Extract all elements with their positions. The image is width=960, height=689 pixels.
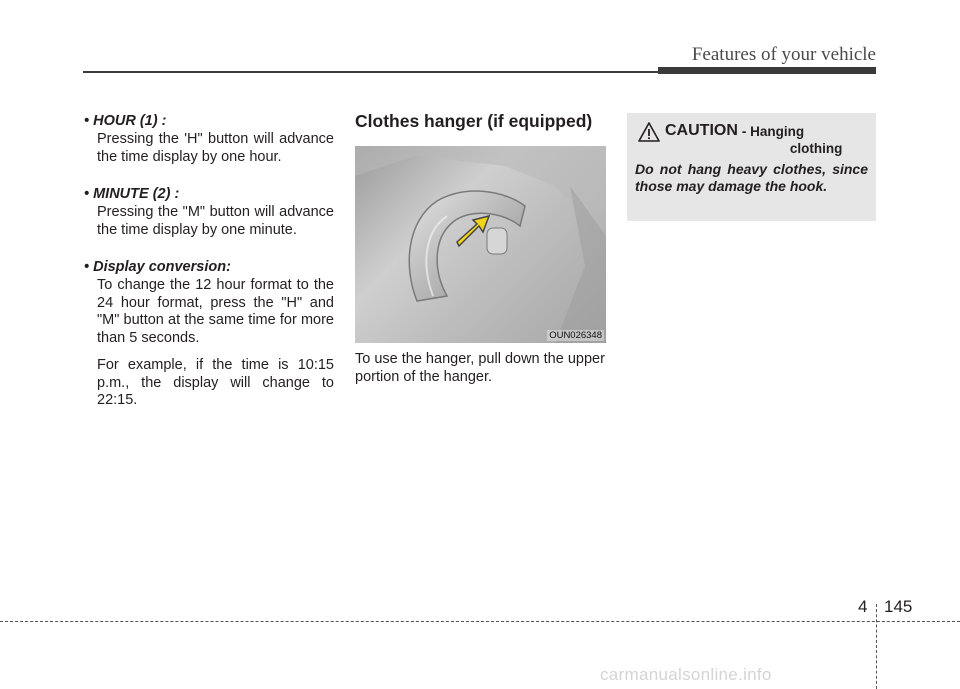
minute-title: • MINUTE (2) :: [84, 186, 180, 202]
caution-text: Do not hang heavy clothes, since those may damage the hook.: [635, 161, 868, 194]
display-conversion-example: For example, if the time is 10:15 p.m., the display will change to 22:15.: [97, 357, 334, 408]
header-rule-accent: [658, 67, 876, 74]
header-title: Features of your vehicle: [691, 44, 876, 65]
caution-label: CAUTION: [665, 122, 738, 139]
chapter-number: 4: [858, 597, 868, 616]
hour-title: • HOUR (1) :: [84, 113, 167, 129]
hour-item: [84, 113, 334, 166]
clothes-hanger-photo: [355, 146, 606, 343]
display-conversion-title: • Display conversion:: [84, 259, 231, 275]
minute-description: Pressing the "M" button will advance the time display by one minute.: [97, 204, 334, 238]
footer-divider: [876, 604, 877, 689]
section-heading: Clothes hanger (if equipped): [355, 111, 593, 131]
header-rule: [83, 71, 660, 73]
left-column: [84, 113, 334, 430]
display-conversion-description: To change the 12 hour format to the 24 hour format, press the "H" and "M" button at the same time for more than 5 seconds.: [97, 277, 334, 346]
warning-triangle-icon: [637, 121, 661, 143]
display-conversion-item: [84, 259, 334, 410]
middle-column: [355, 111, 606, 386]
minute-item: [84, 186, 334, 239]
footer-rule: [0, 621, 960, 622]
hour-description: Pressing the 'H" button will advance the time display by one hour.: [97, 131, 334, 165]
clothes-hanger-illustration: [355, 146, 606, 343]
caution-box: [627, 113, 876, 221]
caution-subtitle: - Hanging clothing: [741, 124, 843, 156]
hanger-instructions: To use the hanger, pull down the upper portion of the hanger.: [355, 351, 605, 385]
watermark: carmanualsonline.info: [600, 665, 772, 684]
page-number: 145: [884, 597, 913, 616]
figure-code: OUN026348: [549, 330, 602, 341]
yellow-arrow-icon: [457, 216, 489, 246]
